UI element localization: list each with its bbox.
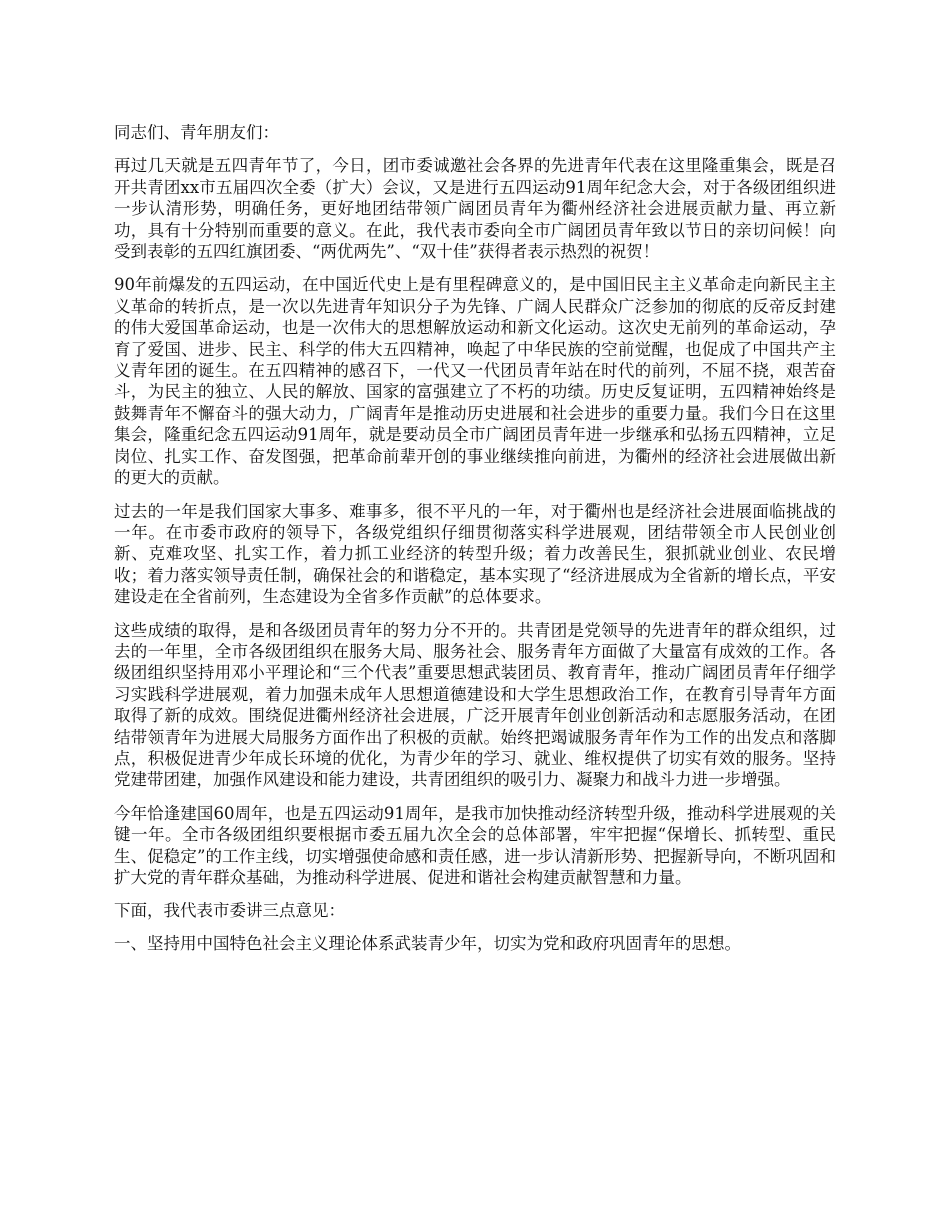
paragraph-intro: 再过几天就是五四青年节了，今日，团市委诚邀社会各界的先进青年代表在这里隆重集会，既是召开共青团xx市五届四次全委（扩大）会议，又是进行五四运动91周年纪念大会，对于各级团组织进一步认清形势，明确任务，更好地团结带领广阔团员青年为衢州经济社会进展贡献力量、再立新功，具有十分特别而重要的意义。在此，我代表市委向全市广阔团员青年致以节日的亲切问候！向受到表彰的五四红旗团委、“两优两先”、“双十佳”获得者表示热烈的祝贺！ [114, 156, 836, 262]
paragraph-past-year: 过去的一年是我们国家大事多、难事多，很不平凡的一年，对于衢州也是经济社会进展面临挑战的一年。在市委市政府的领导下，各级党组织仔细贯彻落实科学进展观，团结带领全市人民创业创新、克难攻坚、扎实工作，着力抓工业经济的转型升级；着力改善民生，狠抓就业创业、农民增收；着力落实领导责任制，确保社会的和谐稳定，基本实现了“经济进展成为全省新的增长点，平安建设走在全省前列，生态建设为全省多作贡献”的总体要求。 [114, 501, 836, 607]
paragraph-point-one: 一、坚持用中国特色社会主义理论体系武装青少年，切实为党和政府巩固青年的思想。 [114, 933, 741, 953]
paragraph-may-fourth-history: 90年前爆发的五四运动，在中国近代史上是有里程碑意义的，是中国旧民主主义革命走向新民主主义革命的转折点，是一次以先进青年知识分子为先锋、广阔人民群众广泛参加的彻底的反帝反封建的伟大爱国革命运动，也是一次伟大的思想解放运动和新文化运动。这次史无前列的革命运动，孕育了爱国、进步、民主、科学的伟大五四精神，唤起了中华民族的空前觉醒，也促成了中国共产主义青年团的诞生。在五四精神的感召下，一代又一代团员青年站在时代的前列，不屈不挠，艰苦奋斗，为民主的独立、人民的解放、国家的富强建立了不朽的功绩。历史反复证明，五四精神始终是鼓舞青年不懈奋斗的强大动力，广阔青年是推动历史进展和社会进步的重要力量。我们今日在这里集会，隆重纪念五四运动91周年，就是要动员全市广阔团员青年进一步继承和弘扬五四精神，立足岗位、扎实工作、奋发图强，把革命前辈开创的事业继续推向前进，为衢州的经济社会进展做出新的更大的贡献。 [114, 275, 836, 488]
paragraph-three-points: 下面，我代表市委讲三点意见： [114, 901, 345, 921]
paragraph-this-year: 今年恰逢建国60周年，也是五四运动91周年，是我市加快推动经济转型升级，推动科学进展观的关键一年。全市各级团组织要根据市委五届九次全会的总体部署，牢牢把握“保增长、抓转型、重民生、促稳定”的工作主线，切实增强使命感和责任感，进一步认清新形势、把握新导向，不断巩固和扩大党的青年群众基础，为推动科学进展、促进和谐社会构建贡献智慧和力量。 [114, 803, 836, 887]
greeting: 同志们、青年朋友们： [114, 123, 279, 142]
document-body [114, 122, 836, 965]
paragraph-achievements: 这些成绩的取得，是和各级团员青年的努力分不开的。共青团是党领导的先进青年的群众组织，过去的一年里，全市各级团组织在服务大局、服务社会、服务青年方面做了大量富有成效的工作。各级团组织坚持用邓小平理论和“三个代表”重要思想武装团员、教育青年，推动广阔团员青年仔细学习实践科学进展观，着力加强未成年人思想道德建设和大学生思想政治工作，在教育引导青年方面取得了新的成效。围绕促进衢州经济社会进展，广泛开展青年创业创新活动和志愿服务活动，在团结带领青年为进展大局服务方面作出了积极的贡献。始终把竭诚服务青年作为工作的出发点和落脚点，积极促进青少年成长环境的优化，为青少年的学习、就业、维权提供了切实有效的服务。坚持党建带团建，加强作风建设和能力建设，共青团组织的吸引力、凝聚力和战斗力进一步增强。 [114, 620, 836, 790]
